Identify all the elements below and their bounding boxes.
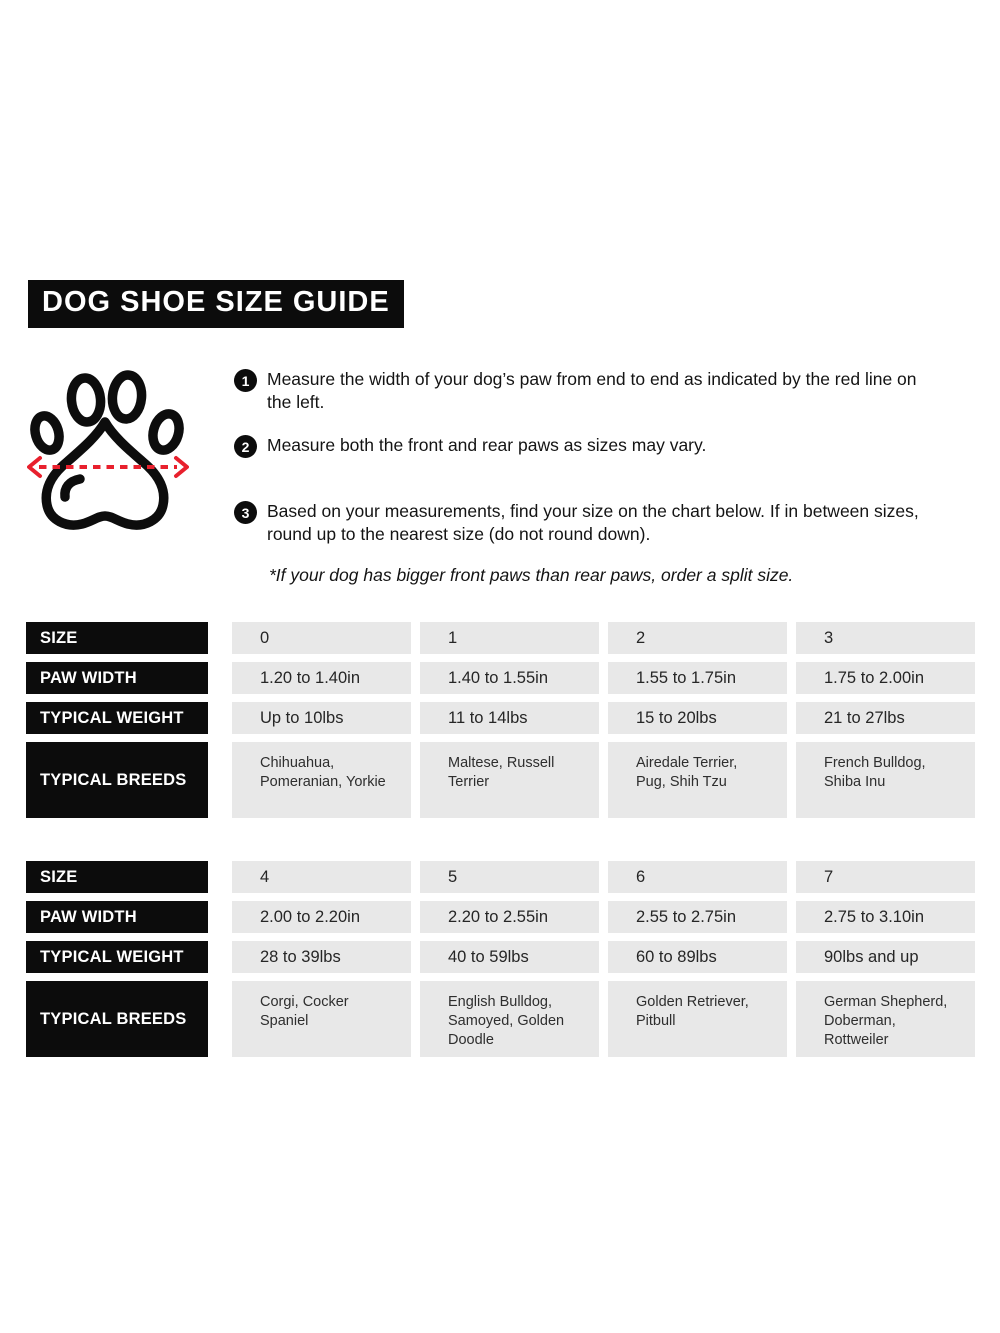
size-cell: 0 — [232, 622, 411, 654]
breeds-cell: German Shepherd, Doberman, Rottweiler — [796, 981, 975, 1057]
typical-breeds-row — [26, 742, 975, 818]
row-label-size: SIZE — [26, 861, 208, 893]
typical-weight-row — [26, 702, 975, 734]
breeds-cell: Chihuahua, Pomeranian, Yorkie — [232, 742, 411, 818]
breeds-cell: Airedale Terrier, Pug, Shih Tzu — [608, 742, 787, 818]
size-cell: 3 — [796, 622, 975, 654]
breeds-cell: French Bulldog, Shiba Inu — [796, 742, 975, 818]
breeds-cell: Maltese, Russell Terrier — [420, 742, 599, 818]
step-number-badge: 2 — [234, 435, 257, 458]
row-label-paw-width: PAW WIDTH — [26, 662, 208, 694]
size-row — [26, 622, 975, 654]
weight-cell: 40 to 59lbs — [420, 941, 599, 973]
weight-cell: 28 to 39lbs — [232, 941, 411, 973]
step-number-badge: 3 — [234, 501, 257, 524]
size-table-sizes-4-7 — [26, 861, 975, 1065]
step-text: Based on your measurements, find your size on the chart below. If in between sizes, round up to the nearest size (do not round down). — [267, 501, 919, 544]
row-label-typical-weight: TYPICAL WEIGHT — [26, 941, 208, 973]
paw-width-cell: 2.55 to 2.75in — [608, 901, 787, 933]
paw-width-cell: 1.55 to 1.75in — [608, 662, 787, 694]
paw-width-row — [26, 901, 975, 933]
paw-outline-icon — [31, 374, 183, 525]
size-cell: 2 — [608, 622, 787, 654]
paw-width-cell: 1.75 to 2.00in — [796, 662, 975, 694]
paw-width-cell: 2.20 to 2.55in — [420, 901, 599, 933]
size-table-sizes-0-3 — [26, 622, 975, 826]
breeds-cell: Golden Retriever, Pitbull — [608, 981, 787, 1057]
breeds-cell: English Bulldog, Samoyed, Golden Doodle — [420, 981, 599, 1057]
size-cell: 7 — [796, 861, 975, 893]
paw-width-cell: 1.20 to 1.40in — [232, 662, 411, 694]
paw-width-cell: 2.75 to 3.10in — [796, 901, 975, 933]
size-row — [26, 861, 975, 893]
weight-cell: 21 to 27lbs — [796, 702, 975, 734]
instruction-step-3 — [234, 500, 950, 545]
paw-width-cell: 1.40 to 1.55in — [420, 662, 599, 694]
size-cell: 1 — [420, 622, 599, 654]
step-text: Measure the width of your dog’s paw from end to end as indicated by the red line on the left. — [267, 369, 917, 412]
row-label-typical-breeds: TYPICAL BREEDS — [26, 981, 208, 1057]
size-cell: 5 — [420, 861, 599, 893]
size-cell: 6 — [608, 861, 787, 893]
split-size-note: *If your dog has bigger front paws than rear paws, order a split size. — [269, 565, 794, 585]
weight-cell: 90lbs and up — [796, 941, 975, 973]
row-label-typical-breeds: TYPICAL BREEDS — [26, 742, 208, 818]
weight-cell: 11 to 14lbs — [420, 702, 599, 734]
page-title: DOG SHOE SIZE GUIDE — [28, 280, 404, 328]
weight-cell: Up to 10lbs — [232, 702, 411, 734]
paw-measurement-icon — [27, 364, 189, 534]
step-text: Measure both the front and rear paws as sizes may vary. — [267, 435, 707, 455]
row-label-paw-width: PAW WIDTH — [26, 901, 208, 933]
weight-cell: 60 to 89lbs — [608, 941, 787, 973]
instruction-step-2 — [234, 434, 950, 458]
paw-width-cell: 2.00 to 2.20in — [232, 901, 411, 933]
paw-width-row — [26, 662, 975, 694]
typical-breeds-row — [26, 981, 975, 1057]
size-cell: 4 — [232, 861, 411, 893]
row-label-typical-weight: TYPICAL WEIGHT — [26, 702, 208, 734]
instruction-step-1 — [234, 368, 950, 413]
row-label-size: SIZE — [26, 622, 208, 654]
weight-cell: 15 to 20lbs — [608, 702, 787, 734]
step-number-badge: 1 — [234, 369, 257, 392]
typical-weight-row — [26, 941, 975, 973]
breeds-cell: Corgi, Cocker Spaniel — [232, 981, 411, 1057]
